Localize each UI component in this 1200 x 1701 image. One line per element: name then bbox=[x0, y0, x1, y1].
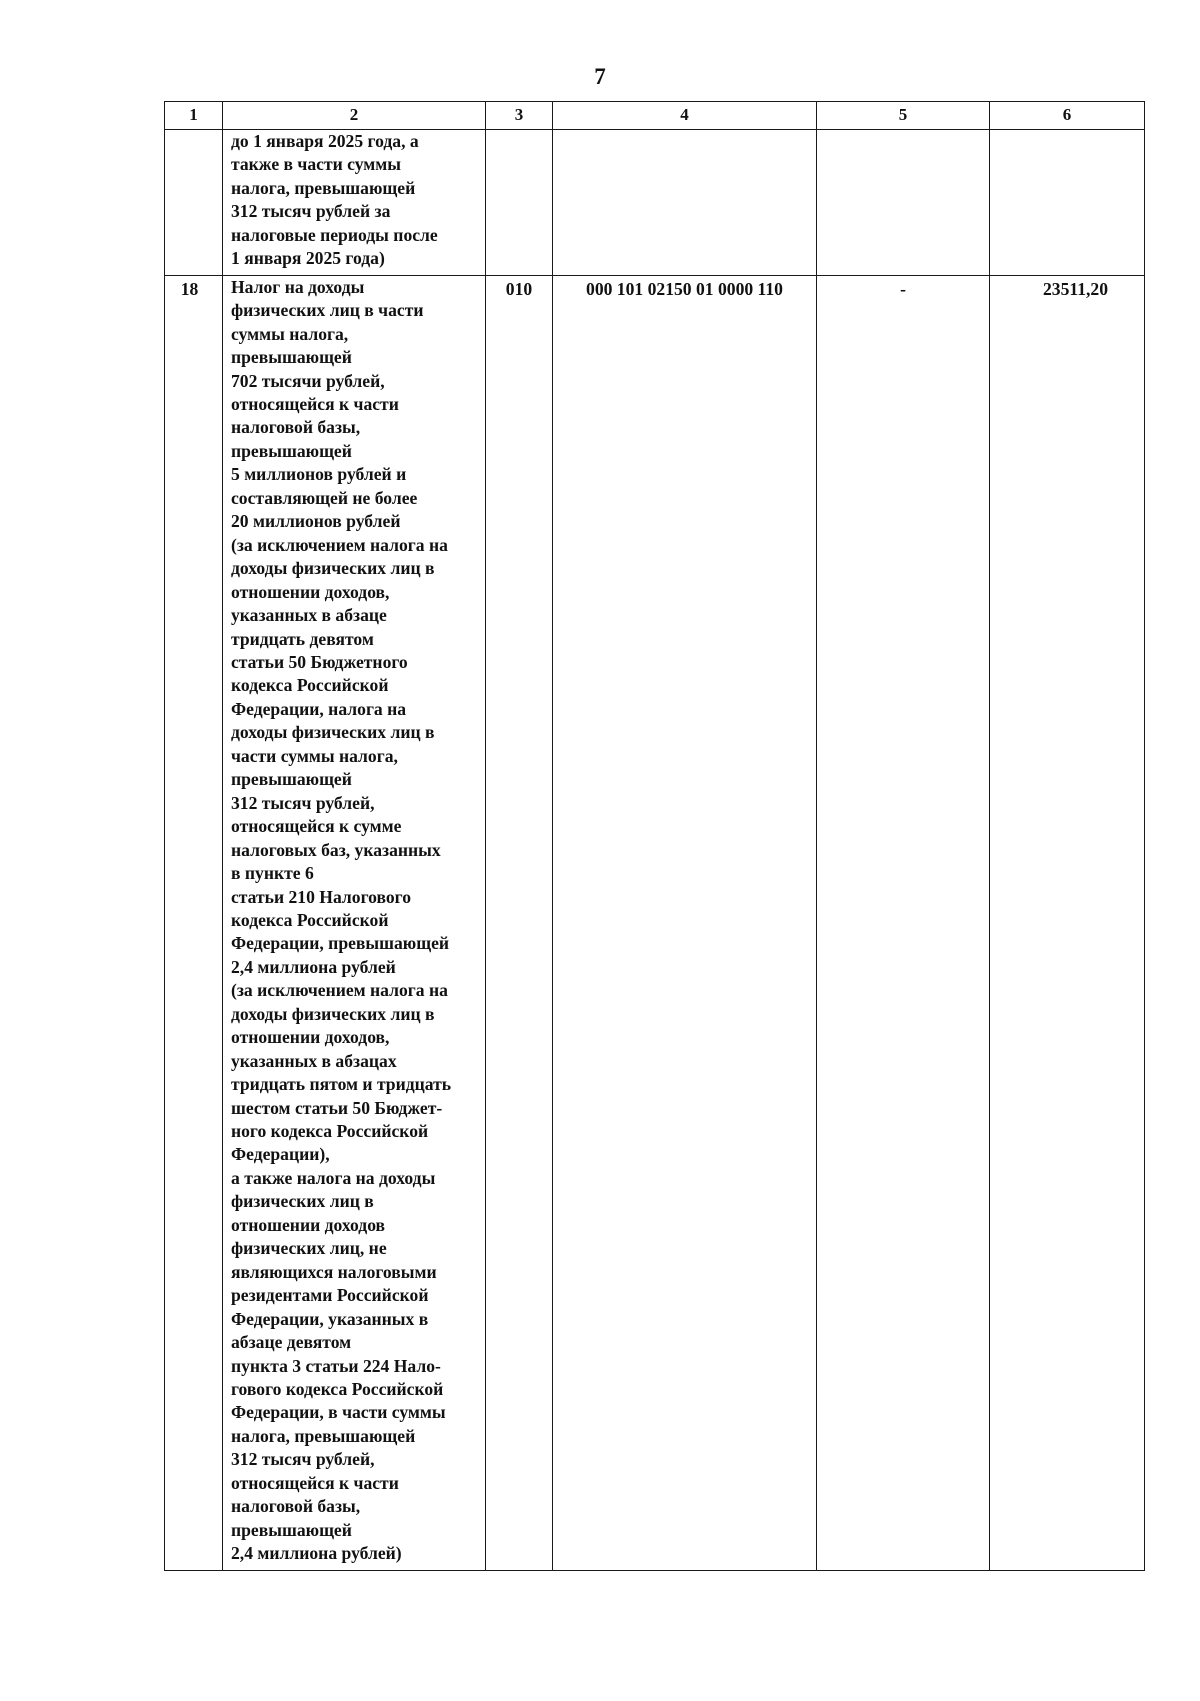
row-description: Налог на доходы физических лиц в части суммы налога, превышающей 702 тысячи рублей, относящейся к части налоговой базы, превышающей 5 миллионов рублей и составляющей не более 20 миллионов рублей (за исключением налога на доходы физических лиц в отношении доходов, указанных в абзаце тридцать девятом статьи 50 Бюджетного кодекса Российской Федерации, налога на доходы физических лиц в части суммы налога, превышающей 312 тысяч рублей, относящейся к сумме налоговых баз, указанных в пункте 6 статьи 210 Налогового кодекса Российской Федерации, превышающей 2,4 миллиона рублей (за исключением налога на доходы физических лиц в отношении доходов, указанных в абзацах тридцать пятом и тридцать шестом статьи 50 Бюджет- ного кодекса Российской Федерации), а также налога на доходы физических лиц в отношении доходов физических лиц, не являющихся налоговыми резидентами Российской Федерации, указанных в абзаце девятом пункта 3 статьи 224 Нало- гового кодекса Российской Федерации, в части суммы налога, превышающей 312 тысяч рублей, относящейся к части налоговой базы, превышающей 2,4 миллиона рублей) bbox=[231, 276, 452, 1564]
column-header: 1 bbox=[165, 102, 223, 130]
budget-table bbox=[164, 101, 1145, 1571]
row-col5-value: - bbox=[900, 278, 906, 299]
column-header: 6 bbox=[990, 102, 1145, 130]
page-number: 7 bbox=[594, 64, 606, 89]
row-amount: 23511,20 bbox=[1042, 278, 1108, 299]
column-header: 3 bbox=[486, 102, 553, 130]
row-amount bbox=[990, 130, 1144, 132]
table-header-row bbox=[165, 102, 1145, 130]
table-row bbox=[165, 275, 1145, 1570]
row-col3-value: 010 bbox=[505, 278, 533, 299]
row-code bbox=[553, 130, 816, 132]
table-row bbox=[165, 130, 1145, 276]
row-code: 000 101 02150 01 0000 110 bbox=[586, 278, 783, 299]
row-col3-value bbox=[486, 130, 552, 132]
column-header: 2 bbox=[223, 102, 486, 130]
column-header: 5 bbox=[817, 102, 990, 130]
row-number bbox=[165, 130, 222, 132]
row-number: 18 bbox=[180, 278, 199, 299]
row-description: до 1 января 2025 года, а также в части суммы налога, превышающей 312 тысяч рублей за налоговые периоды после 1 января 2025 года) bbox=[231, 131, 438, 269]
row-col5-value bbox=[817, 130, 989, 132]
column-header: 4 bbox=[553, 102, 817, 130]
